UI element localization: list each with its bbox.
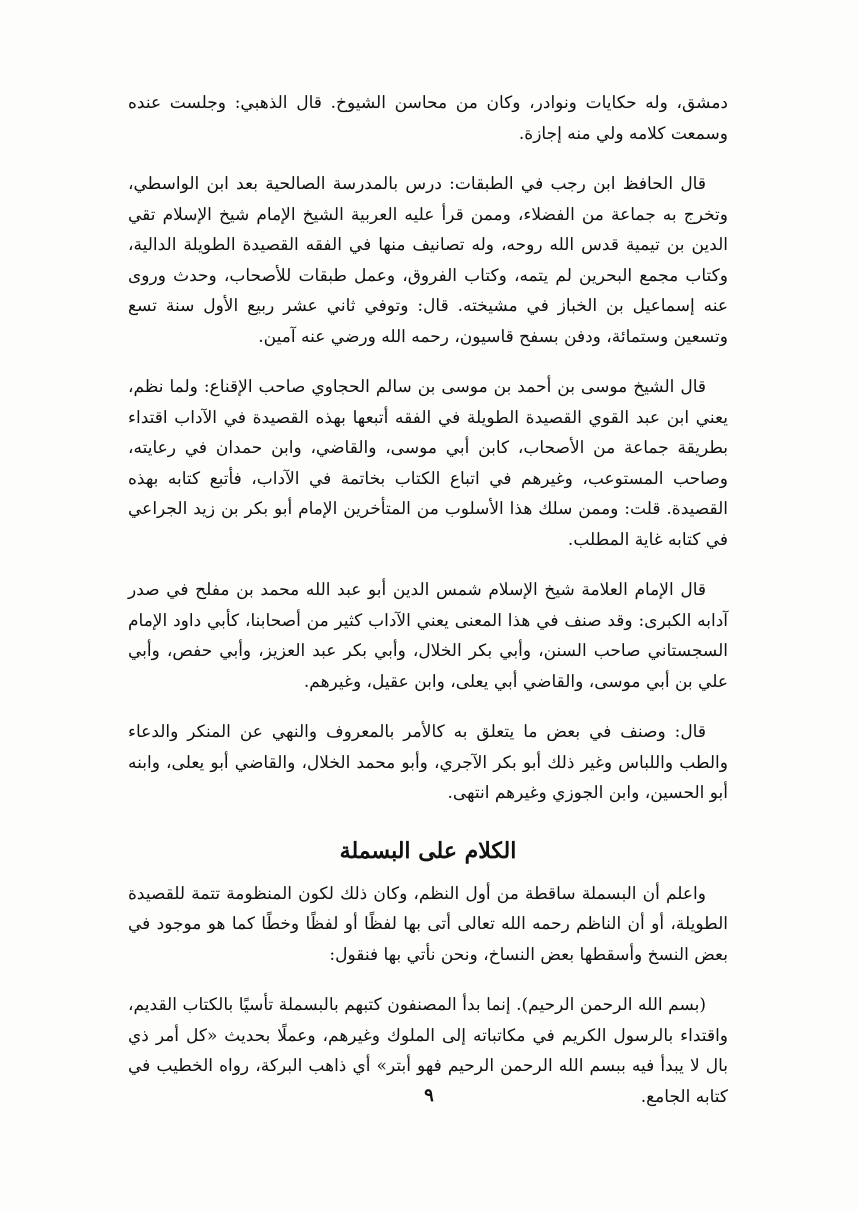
paragraph-text: دمشق، وله حكايات ونوادر، وكان من محاسن الشيوخ. قال الذهبي: وجلست عنده وسمعت كلامه ولي منه إجازة.	[128, 93, 728, 144]
paragraph	[128, 88, 728, 149]
paragraph	[128, 169, 728, 352]
paragraph-text: قال الحافظ ابن رجب في الطبقات: درس بالمدرسة الصالحية بعد ابن الواسطي، وتخرج به جماعة من الفضلاء، وممن قرأ عليه العربية الشيخ الإمام شيخ الإسلام تقي الدين بن تيمية قدس الله روحه، وله تصانيف منها في الفقه القصيدة الطويلة الدالية، وكتاب مجمع البحرين لم يتمه، وكتاب الفروق، وعمل طبقات للأصحاب، وحدث وروى عنه إسماعيل بن الخباز في مشيخته. قال: وتوفي ثاني عشر ربيع الأول سنة تسع وتسعين وستمائة، ودفن بسفح قاسيون، رحمه الله ورضي عنه آمين.	[128, 174, 728, 347]
paragraph	[128, 717, 728, 809]
paragraph	[128, 575, 728, 697]
paragraph-text: قال: وصنف في بعض ما يتعلق به كالأمر بالمعروف والنهي عن المنكر والدعاء والطب واللباس وغير ذلك أبو بكر الآجري، وأبو محمد الخلال، والقاضي أبو يعلى، وابنه أبو الحسين، وابن الجوزي وغيرهم انتهى.	[128, 722, 728, 803]
section-heading: الكلام على البسملة	[339, 837, 517, 864]
page-body	[128, 88, 728, 1132]
paragraph-text: (بسم الله الرحمن الرحيم). إنما بدأ المصنفون كتبهم بالبسملة تأسيًا بالكتاب القديم، واقتداء بالرسول الكريم في مكاتباته إلى الملوك وغيرهم، وعملًا بحديث «كل أمر ذي بال لا يبدأ فيه ببسم الله الرحمن الرحيم فهو أبتر» أي ذاهب البركة، رواه الخطيب في كتابه الجامع.	[128, 995, 728, 1107]
paragraph-text: قال الشيخ موسى بن أحمد بن موسى بن سالم الحجاوي صاحب الإقناع: ولما نظم، يعني ابن عبد القوي القصيدة الطويلة في الفقه أتبعها بهذه القصيدة في الآداب اقتداء بطريقة جماعة من الأصحاب، كابن أبي موسى، والقاضي، وابن حمدان في رعايته، وصاحب المستوعب، وغيرهم في اتباع الكتاب بخاتمة في الآداب، فأتبع كتابه بهذه القصيدة. قلت: وممن سلك هذا الأسلوب من المتأخرين الإمام أبو بكر بن زيد الجراعي في كتابه غاية المطلب.	[128, 377, 728, 550]
paragraph	[128, 879, 728, 971]
paragraph	[128, 372, 728, 555]
paragraph-text: واعلم أن البسملة ساقطة من أول النظم، وكان ذلك لكون المنظومة تتمة للقصيدة الطويلة، أو أن الناظم رحمه الله تعالى أتى بها لفظًا أو لفظًا وخطًا كما هو موجود في بعض النسخ وأسقطها بعض النساخ، ونحن نأتي بها فنقول:	[128, 883, 728, 965]
paragraph-text: قال الإمام العلامة شيخ الإسلام شمس الدين أبو عبد الله محمد بن مفلح في صدر آدابه الكبرى: وقد صنف في هذا المعنى يعني الآداب كثير من أصحابنا، كأبي داود الإمام السجستاني صاحب السنن، وأبي بكر الخلال، وأبي بكر عبد العزيز، وأبي حفص، وأبي علي بن أبي موسى، والقاضي أبي يعلى، وابن عقيل، وغيرهم.	[128, 580, 728, 692]
page-number: ٩	[424, 1085, 434, 1106]
